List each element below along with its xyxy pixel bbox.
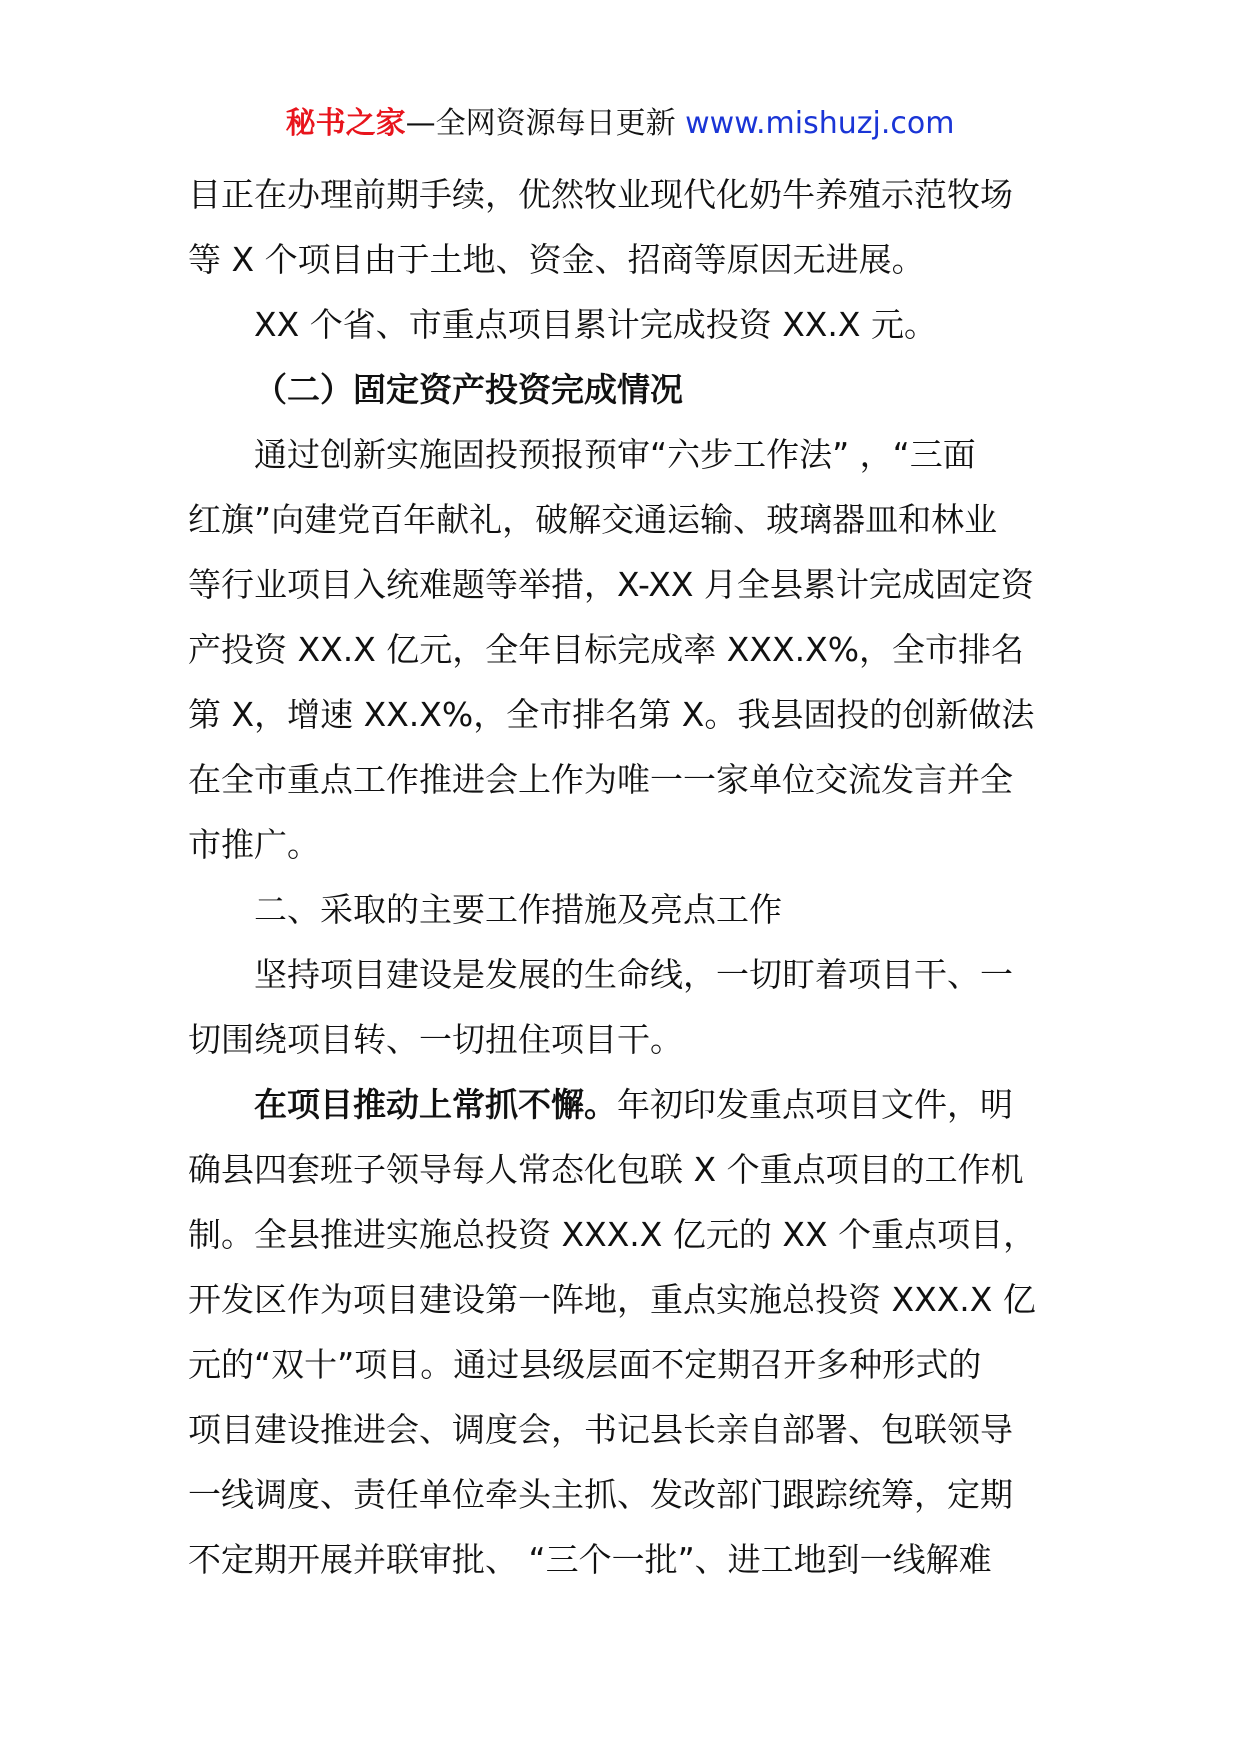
- section-heading: 二、采取的主要工作措施及亮点工作: [254, 890, 782, 929]
- text-line: 在全市重点工作推进会上作为唯一一家单位交流发言并全: [188, 760, 1013, 799]
- text-line: 红旗”向建党百年献礼，破解交通运输、玻璃器皿和林业: [188, 500, 998, 539]
- document-body: [188, 162, 1058, 1592]
- text-line: 项目建设推进会、调度会，书记县长亲自部署、包联领导: [188, 1410, 1013, 1449]
- text-line: 切围绕项目转、一切扭住项目干。: [188, 1020, 683, 1059]
- lead-phrase: 在项目推动上常抓不懈。: [254, 1085, 617, 1124]
- text-line-rest: 年初印发重点项目文件，明: [617, 1085, 1013, 1124]
- text-line: 等行业项目入统难题等举措，X-XX 月全县累计完成固定资: [188, 565, 1034, 604]
- text-line: 产投资 XX.X 亿元，全年目标完成率 XXX.X%，全市排名: [188, 630, 1025, 669]
- text-line: 开发区作为项目建设第一阵地，重点实施总投资 XXX.X 亿: [188, 1280, 1036, 1319]
- section-heading: （二）固定资产投资完成情况: [254, 370, 683, 409]
- header-tagline: —全网资源每日更新: [405, 106, 686, 141]
- text-line: 确县四套班子领导每人常态化包联 X 个重点项目的工作机: [188, 1150, 1024, 1189]
- text-line: 市推广。: [188, 825, 320, 864]
- text-line: XX 个省、市重点项目累计完成投资 XX.X 元。: [254, 305, 937, 344]
- brand-name: 秘书之家: [285, 106, 406, 141]
- text-line: 坚持项目建设是发展的生命线，一切盯着项目干、一: [254, 955, 1013, 994]
- text-line: 不定期开展并联审批、 “三个一批”、进工地到一线解难: [188, 1540, 992, 1579]
- site-header: [0, 104, 1240, 144]
- text-line: 通过创新实施固投预报预审“六步工作法” ，“三面: [254, 435, 976, 474]
- text-line: [188, 1072, 1058, 1137]
- text-line: 一线调度、责任单位牵头主抓、发改部门跟踪统筹，定期: [188, 1475, 1013, 1514]
- text-line: 制。全县推进实施总投资 XXX.X 亿元的 XX 个重点项目，: [188, 1215, 1037, 1254]
- text-line: 第 X，增速 XX.X%，全市排名第 X。我县固投的创新做法: [188, 695, 1035, 734]
- text-line: 目正在办理前期手续，优然牧业现代化奶牛养殖示范牧场: [188, 175, 1013, 214]
- text-line: 等 X 个项目由于土地、资金、招商等原因无进展。: [188, 240, 925, 279]
- text-line: 元的“双十”项目。通过县级层面不定期召开多种形式的: [188, 1345, 982, 1384]
- site-url[interactable]: www.mishuzj.com: [685, 106, 955, 141]
